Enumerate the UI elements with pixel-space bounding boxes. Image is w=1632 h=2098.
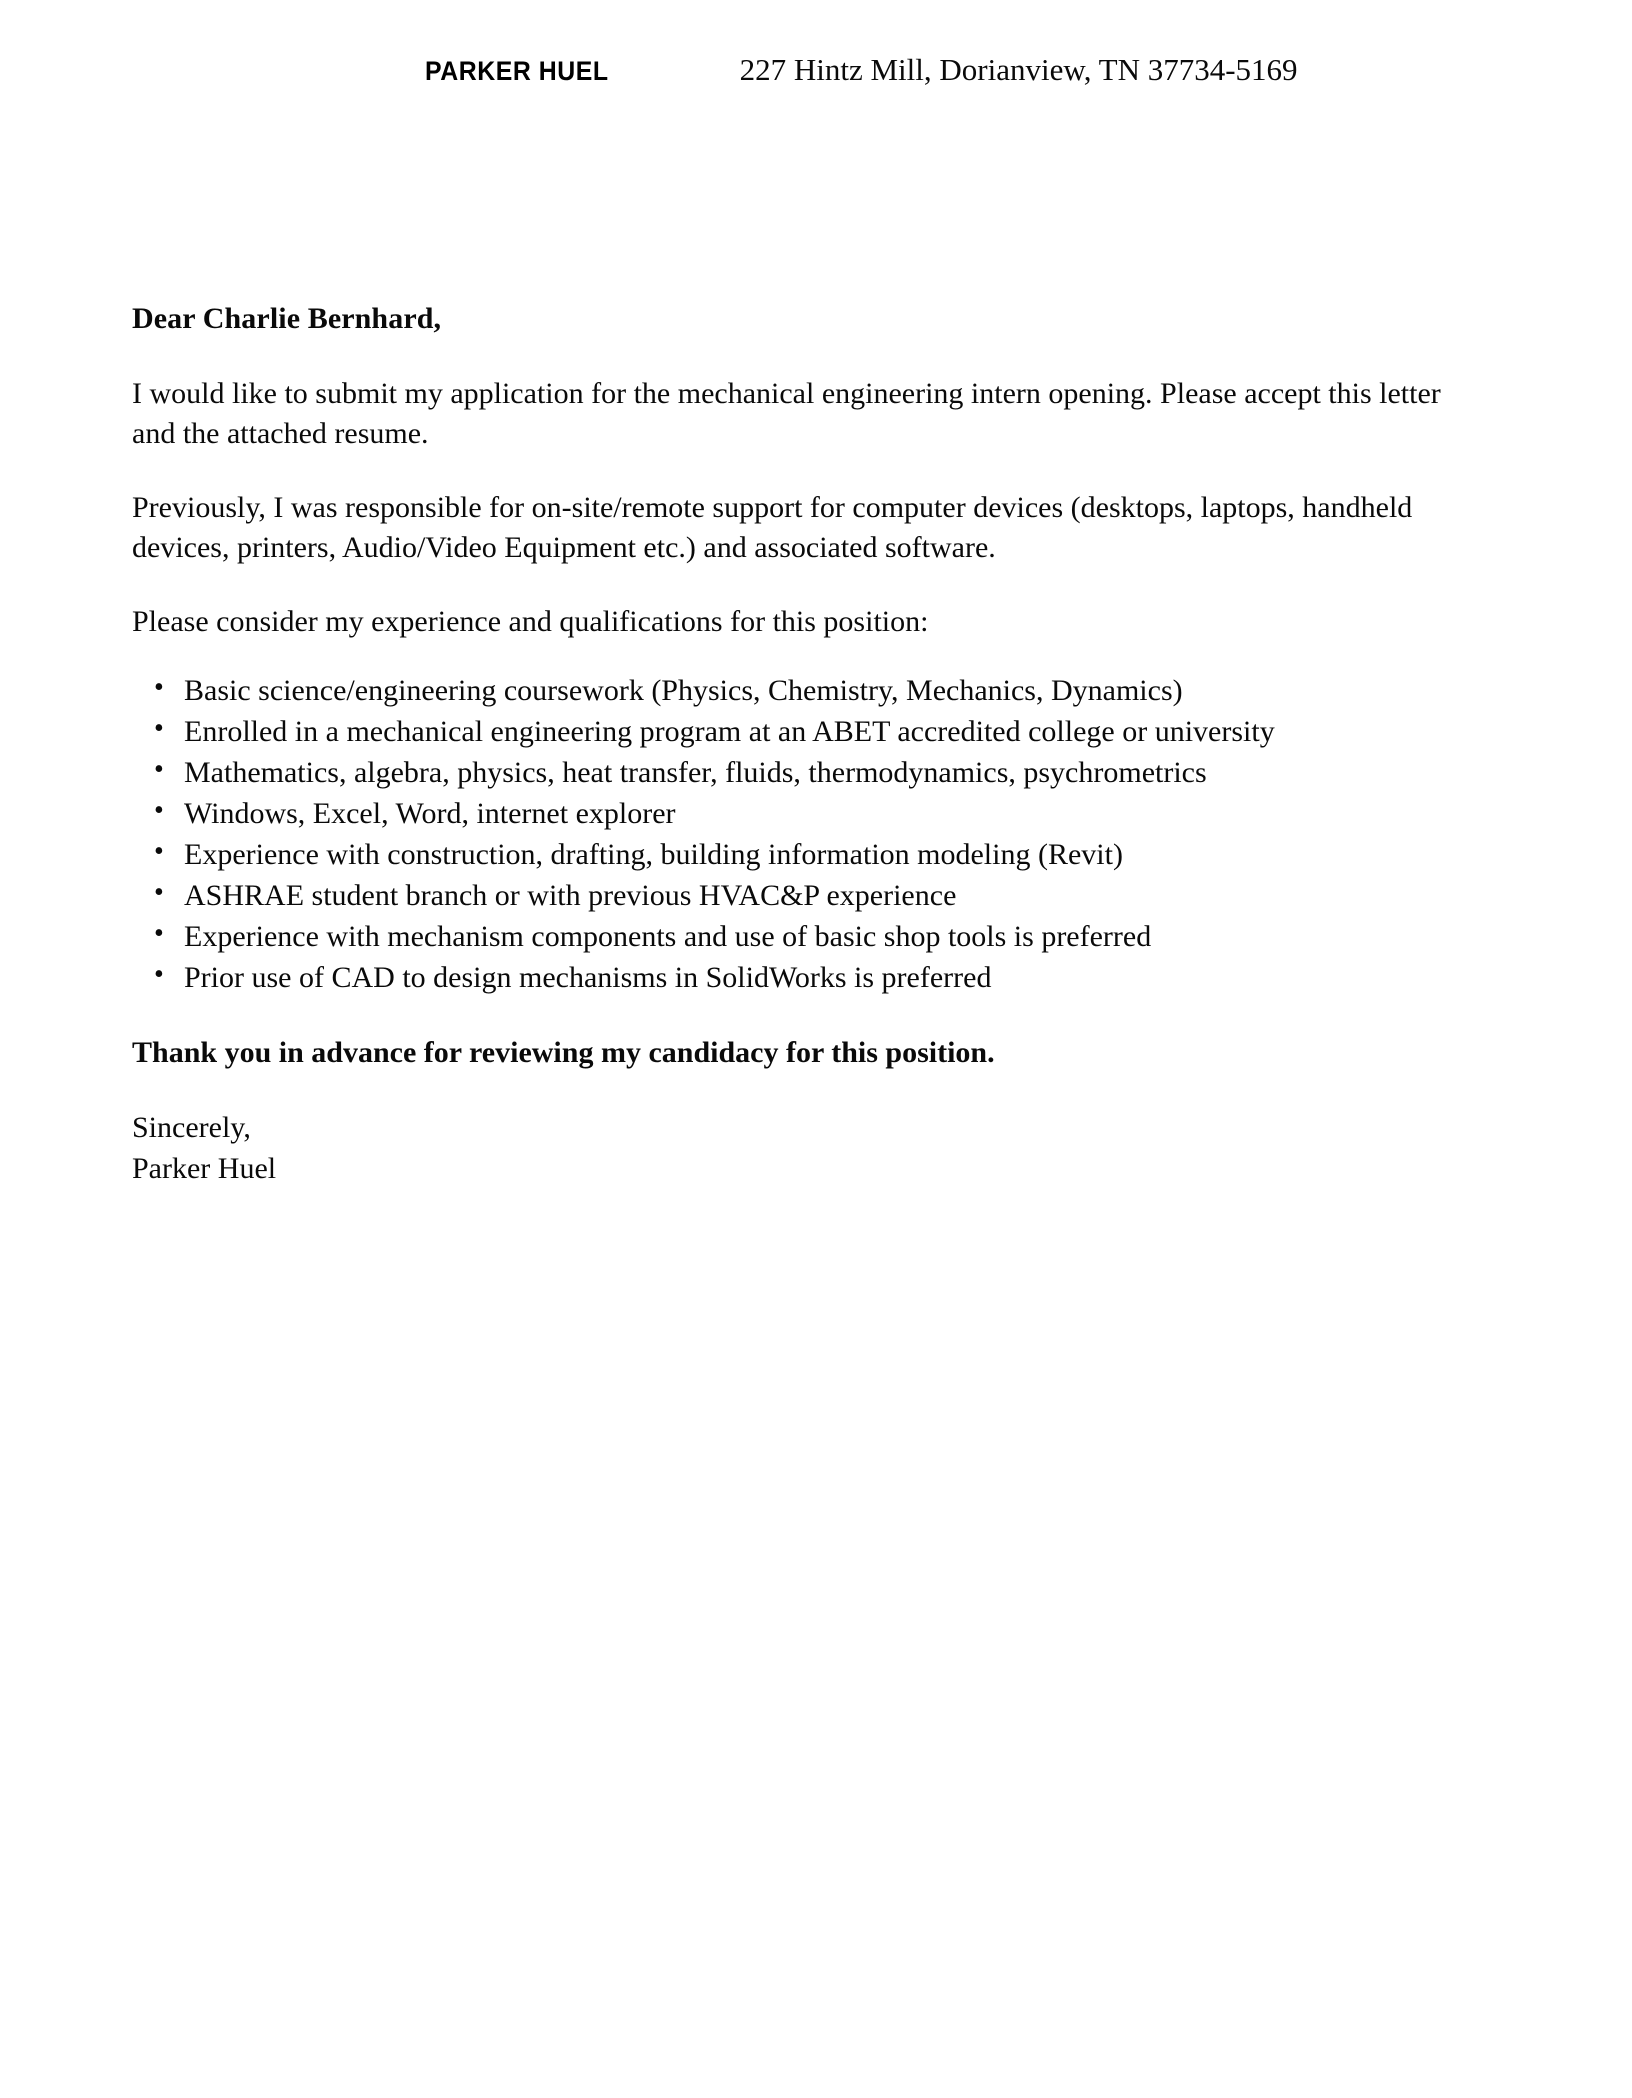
list-item: • Experience with mechanism components and use of basic shop tools is preferred: [132, 922, 1477, 952]
qualifications-list: [132, 673, 1477, 994]
paragraph-experience: Previously, I was responsible for on-site/remote support for computer devices (desktops, laptops, handheld devices, printers, Audio/Video Equipment etc.) and associated software.: [132, 491, 1413, 565]
signoff-name: Parker Huel: [132, 1151, 277, 1185]
salutation: Dear Charlie Bernhard,: [132, 302, 442, 335]
list-item: • Windows, Excel, Word, internet explorer: [132, 799, 1477, 829]
letterhead-name: PARKER HUEL: [425, 56, 609, 86]
list-item: • Experience with construction, drafting, building information modeling (Revit): [132, 840, 1477, 870]
list-item: • Prior use of CAD to design mechanisms in SolidWorks is preferred: [132, 963, 1477, 993]
paragraph-intro: I would like to submit my application for the mechanical engineering intern opening. Please accept this letter and the attached resume.: [132, 377, 1441, 451]
closing-statement: Thank you in advance for reviewing my candidacy for this position.: [132, 1035, 995, 1069]
paragraph-lead-in: Please consider my experience and qualifications for this position:: [132, 604, 929, 638]
list-item: • ASHRAE student branch or with previous HVAC&P experience: [132, 881, 1477, 911]
signature-block: [132, 1108, 1477, 1190]
letterhead: [0, 52, 1632, 88]
letterhead-address: 227 Hintz Mill, Dorianview, TN 37734-5169: [739, 52, 1298, 87]
letter-body: [132, 300, 1477, 1189]
list-item: • Mathematics, algebra, physics, heat transfer, fluids, thermodynamics, psychrometrics: [132, 758, 1477, 788]
list-item: • Basic science/engineering coursework (Physics, Chemistry, Mechanics, Dynamics): [132, 676, 1477, 706]
list-item: • Enrolled in a mechanical engineering program at an ABET accredited college or university: [132, 717, 1477, 747]
signoff-line: Sincerely,: [132, 1110, 251, 1144]
